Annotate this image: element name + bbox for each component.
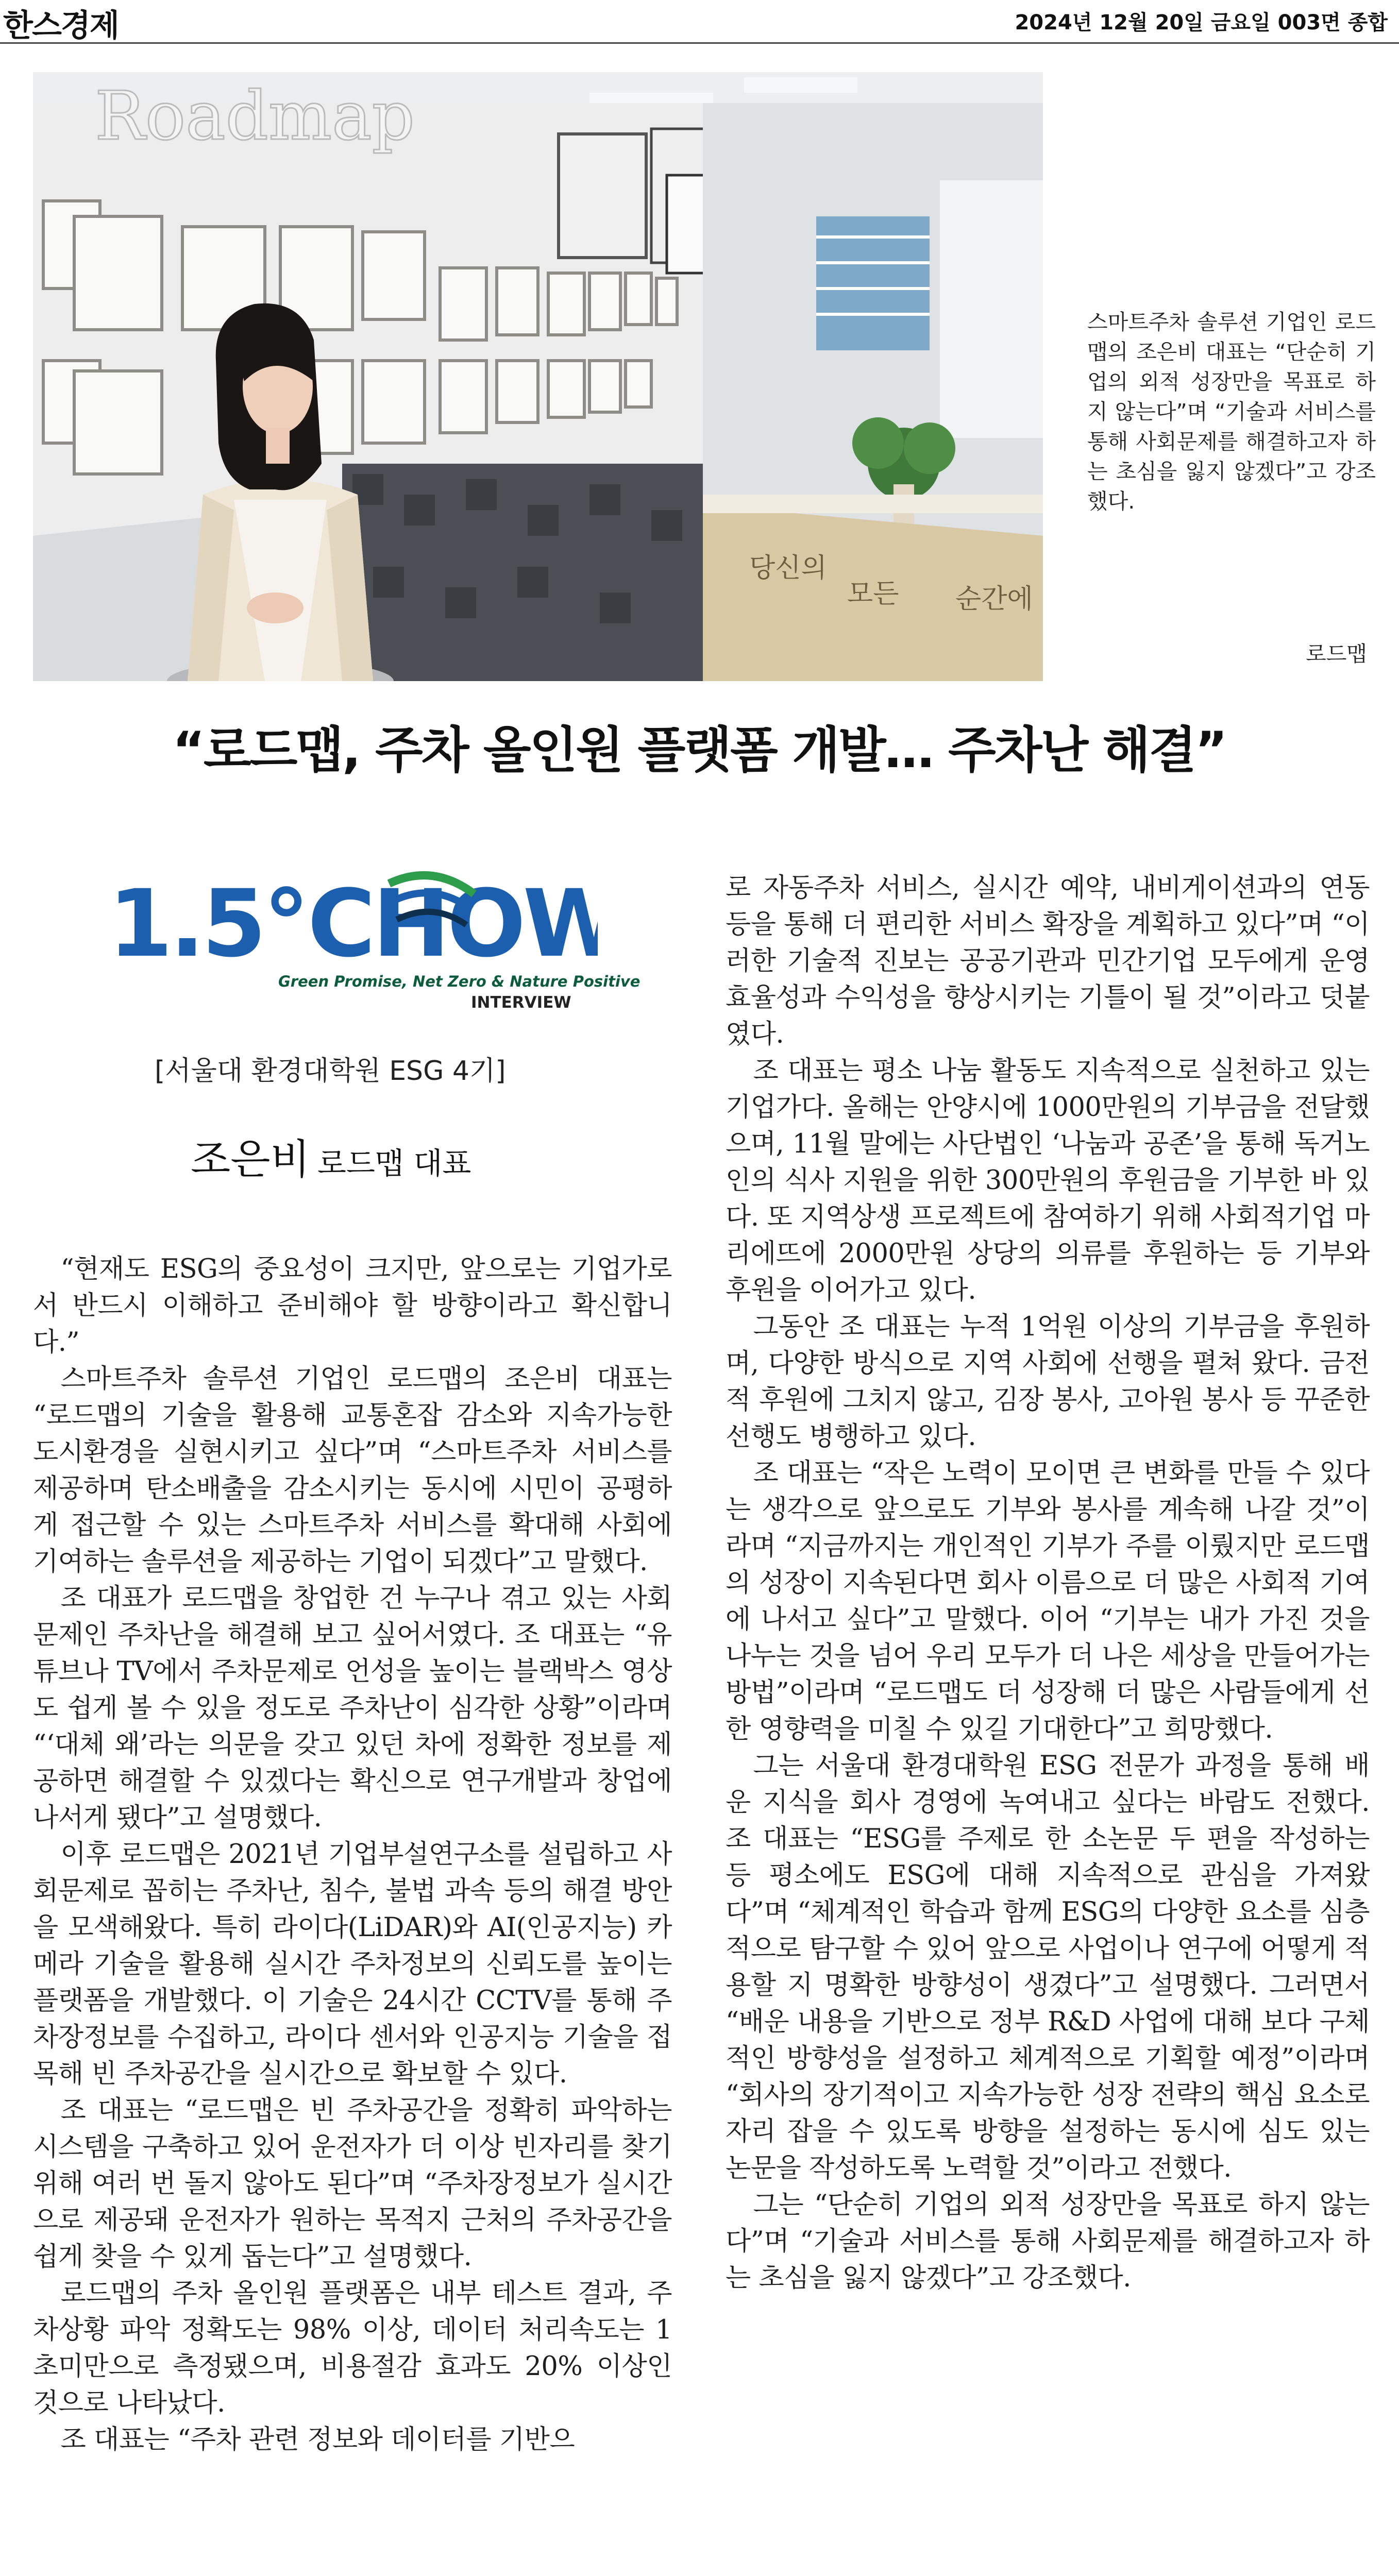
article-column-1: [33, 1251, 672, 2458]
photo-caption: 스마트주차 솔루션 기업인 로드맵의 조은비 대표는 “단순히 기업의 외적 성장만을 목표로 하지 않는다”며 “기술과 서비스를 통해 사회문제를 해결하고자 하는 초심을 잃지 않겠다”고 강조했다.: [1087, 310, 1376, 514]
desk-text-3: 순간에: [955, 584, 1033, 615]
series-label: [서울대 환경대학원 ESG 4기]: [155, 1056, 506, 1087]
paragraph: 조 대표는 “작은 노력이 모이면 큰 변화를 만들 수 있다는 생각으로 앞으로도 기부와 봉사를 계속해 나갈 것”이라며 “지금까지는 개인적인 기부가 주를 이뤘지만 로드맵의 성장이 지속된다면 회사 이름으로 더 많은 사회적 기여에 나서고 싶다”고 말했다. 이어 “기부는 내가 가진 것을 나누는 것을 넘어 우리 모두가 더 나은 세상을 만들어가는 방법”이라며 “로드맵도 더 성장해 더 많은 사람들에게 선한 영향력을 미칠 수 있길 기대한다”고 희망했다.: [726, 1458, 1370, 1744]
logo-wordmark: 1.5℃HOW: [108, 870, 598, 969]
article-column-2: [726, 870, 1370, 2296]
newspaper-brand: 한스경제: [3, 8, 119, 44]
paragraph: 조 대표는 평소 나눔 활동도 지속적으로 실천하고 있는 기업가다. 올해는 안양시에 1000만원의 기부금을 전달했으며, 11월 말에는 사단법인 ‘나눔과 공존’을 통해 독거노인의 식사 지원을 위한 300만원의 후원금을 기부한 바 있다. 또 지역상생 프로젝트에 참여하기 위해 사회적기업 마리에뜨에 2000만원 상당의 의류를 후원하는 등 기부와 후원을 이어가고 있다.: [726, 1056, 1370, 1306]
logo-tagline: Green Promise, Net Zero & Nature Positive: [278, 973, 640, 990]
paragraph: 로 자동주차 서비스, 실시간 예약, 내비게이션과의 연동 등을 통해 더 편리한 서비스 확장을 계획하고 있다”며 “이러한 기술적 진보는 공공기관과 민간기업 모두에게 운영 효율성과 수익성을 향상시키는 기틀이 될 것”이라고 덧붙였다.: [726, 873, 1370, 1049]
masthead: [0, 0, 1399, 44]
photo-credit: 로드맵: [1306, 641, 1367, 666]
interviewee-name: 조은비: [191, 1136, 310, 1183]
paragraph: 조 대표는 “로드맵은 빈 주차공간을 정확히 파악하는 시스템을 구축하고 있어 운전자가 더 이상 빈자리를 찾기 위해 여러 번 돌지 않아도 된다”며 “주차장정보가 실시간으로 제공돼 운전자가 원하는 목적지 근처의 주차공간을 쉽게 찾을 수 있게 돕는다”고 설명했다.: [33, 2095, 672, 2272]
logo-interview-label: INTERVIEW: [471, 993, 571, 1012]
interviewee-title: 로드맵 대표: [317, 1146, 471, 1181]
dateline: 2024년 12월 20일 금요일 003면 종합: [1015, 11, 1388, 35]
article-headline: “로드맵, 주차 올인원 플랫폼 개발… 주차난 해결”: [172, 721, 1226, 779]
office-scene-illustration: [33, 72, 1043, 681]
paragraph: “현재도 ESG의 중요성이 크지만, 앞으로는 기업가로서 반드시 이해하고 준비해야 할 방향이라고 확신합니다.”: [33, 1254, 672, 1358]
desk-text-1: 당신의: [749, 553, 827, 584]
paragraph: 로드맵의 주차 올인원 플랫폼은 내부 테스트 결과, 주차상황 파악 정확도는 98% 이상, 데이터 처리속도는 1초미만으로 측정됐으며, 비용절감 효과도 20% 이상인 것으로 나타났다.: [33, 2278, 672, 2418]
interviewee: [191, 1126, 471, 1185]
paragraph: 조 대표는 “주차 관련 정보와 데이터를 기반으: [60, 2425, 575, 2455]
article-photo: [33, 72, 1043, 681]
paragraph: 이후 로드맵은 2021년 기업부설연구소를 설립하고 사회문제로 꼽히는 주차난, 침수, 불법 과속 등의 해결 방안을 모색해왔다. 특히 라이다(LiDAR)와 AI(인공지능) 카메라 기술을 활용해 실시간 주차정보의 신뢰도를 높이는 플랫폼을 개발했다. 이 기술은 24시간 CCTV를 통해 주차장정보를 수집하고, 라이다 센서와 인공지능 기술을 접목해 빈 주차공간을 실시간으로 확보할 수 있다.: [33, 1839, 672, 2089]
paragraph: 스마트주차 솔루션 기업인 로드맵의 조은비 대표는 “로드맵의 기술을 활용해 교통혼잡 감소와 지속가능한 도시환경을 실현시키고 싶다”며 “스마트주차 서비스를 제공하며 탄소배출을 감소시키는 동시에 시민이 공평하게 접근할 수 있는 스마트주차 서비스를 확대해 사회에 기여하는 솔루션을 제공하는 기업이 되겠다”고 말했다.: [33, 1364, 672, 1577]
how-logo-graphic: [103, 866, 598, 969]
desk-text-2: 모든: [847, 579, 899, 609]
wall-sign-text: Roadmap: [95, 77, 415, 155]
paragraph: 그동안 조 대표는 누적 1억원 이상의 기부금을 후원하며, 다양한 방식으로 지역 사회에 선행을 펼쳐 왔다. 금전적 후원에 그치지 않고, 김장 봉사, 고아원 봉사 등 꾸준한 선행도 병행하고 있다.: [726, 1312, 1370, 1452]
paragraph: 조 대표가 로드맵을 창업한 건 누구나 겪고 있는 사회문제인 주차난을 해결해 보고 싶어서였다. 조 대표는 “유튜브나 TV에서 주차문제로 언성을 높이는 블랙박스 영상도 쉽게 볼 수 있을 정도로 주차난이 심각한 상황”이라며 “‘대체 왜’라는 의문을 갖고 있던 차에 정확한 정보를 제공하면 해결할 수 있겠다는 확신으로 연구개발과 창업에 나서게 됐다”고 설명했다.: [33, 1583, 672, 1833]
paragraph: 그는 “단순히 기업의 외적 성장만을 목표로 하지 않는다”며 “기술과 서비스를 통해 사회문제를 해결하고자 하는 초심을 잃지 않겠다”고 강조했다.: [726, 2190, 1370, 2293]
paragraph: 그는 서울대 환경대학원 ESG 전문가 과정을 통해 배운 지식을 회사 경영에 녹여내고 싶다는 바람도 전했다. 조 대표는 “ESG를 주제로 한 소논문 두 편을 작성하는 등 평소에도 ESG에 대해 지속적으로 관심을 가져왔다”며 “체계적인 학습과 함께 ESG의 다양한 요소를 심층적으로 탐구할 수 있어 앞으로 사업이나 연구에 어떻게 적용할 지 명확한 방향성이 생겼다”고 설명했다. 그러면서 “배운 내용을 기반으로 정부 R&D 사업에 대해 보다 구체적인 방향성을 설정하고 체계적으로 기획할 예정”이라며 “회사의 장기적이고 지속가능한 성장 전략의 핵심 요소로 자리 잡을 수 있도록 방향을 설정하는 동시에 심도 있는 논문을 작성하도록 노력할 것”이라고 전했다.: [726, 1751, 1370, 2183]
